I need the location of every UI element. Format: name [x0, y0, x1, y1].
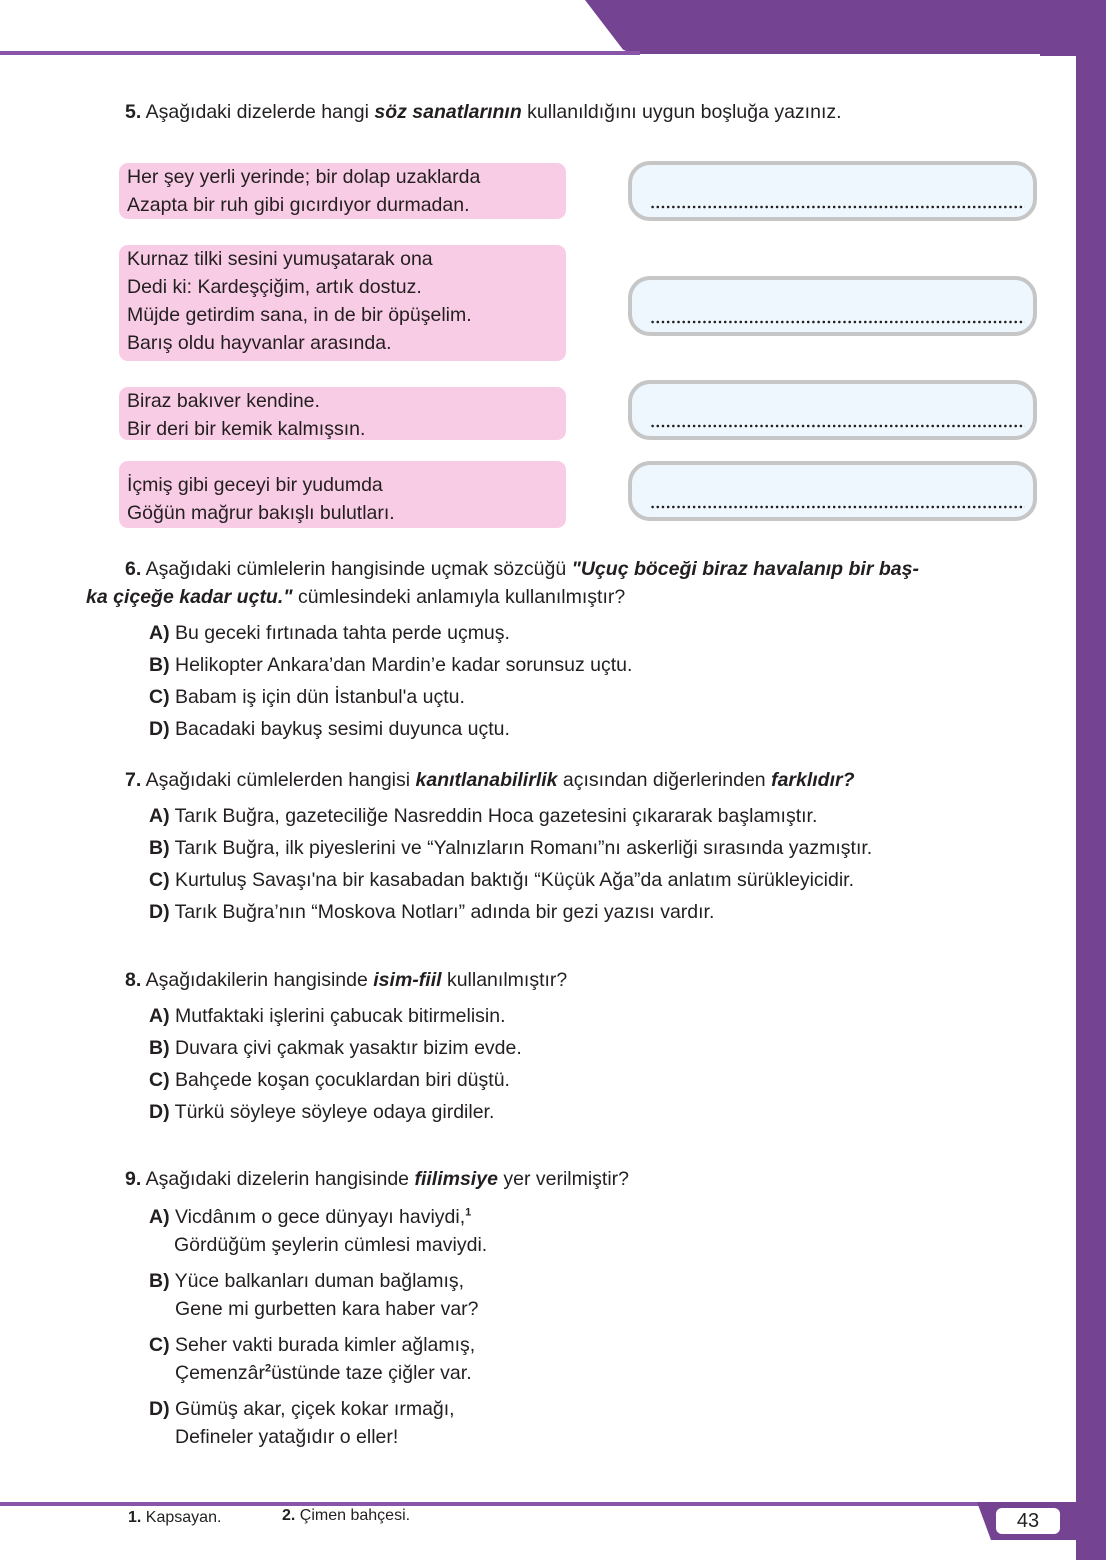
verse-box-4: İçmiş gibi geceyi bir yudumda Göğün mağrur bakışlı bulutları.: [119, 461, 566, 528]
q7-option-a[interactable]: A) Tarık Buğra, gazeteciliğe Nasreddin Hoca gazetesini çıkararak başlamıştır.: [149, 805, 818, 827]
answer-field-2[interactable]: [628, 276, 1037, 336]
footnote-ref-1: 1: [465, 1206, 472, 1219]
dotted-line: [650, 205, 1025, 209]
question-9: 9. Aşağıdaki dizelerin hangisinde fiilimsiye yer verilmiştir?: [125, 1168, 630, 1190]
side-bar: [1076, 0, 1106, 1560]
header-rule: [0, 51, 640, 55]
dotted-line: [650, 505, 1025, 509]
footer-rule: [0, 1502, 990, 1506]
question-7: 7. Aşağıdaki cümlelerden hangisi kanıtlanabilirlik açısından diğerlerinden farklıdır?: [125, 769, 855, 791]
question-6: 6. Aşağıdaki cümlelerin hangisinde uçmak sözcüğü "Uçuç böceği biraz havalanıp bir baş- ka çiçeğe kadar uçtu." cümlesindeki anlamıyla kullanılmıştır?: [86, 558, 919, 608]
q6-option-a[interactable]: A) Bu geceki fırtınada tahta perde uçmuş.: [149, 622, 510, 644]
footnote-2: 2. Çimen bahçesi.: [282, 1507, 411, 1524]
q9-option-b[interactable]: B) Yüce balkanları duman bağlamış, Gene mi gurbetten kara haber var?: [149, 1270, 479, 1320]
q8-option-a[interactable]: A) Mutfaktaki işlerini çabucak bitirmelisin.: [149, 1005, 506, 1027]
q9-option-c[interactable]: C) Seher vakti burada kimler ağlamış, Çemenzâr$^2$üstünde taze çiğler var.: [149, 1334, 476, 1384]
q8-option-c[interactable]: C) Bahçede koşan çocuklardan biri düştü.: [149, 1069, 510, 1091]
q8-option-b[interactable]: B) Duvara çivi çakmak yasaktır bizim evde.: [149, 1037, 522, 1059]
q7-option-c[interactable]: C) Kurtuluş Savaşı'na bir kasabadan baktığı “Küçük Ağa”da anlatım sürükleyicidir.: [149, 869, 855, 891]
question-8: 8. Aşağıdakilerin hangisinde isim-fiil kullanılmıştır?: [125, 969, 568, 991]
q9-option-d[interactable]: D) Gümüş akar, çiçek kokar ırmağı, Defineler yatağıdır o eller!: [149, 1398, 455, 1448]
answer-field-1[interactable]: [628, 161, 1037, 221]
q9-option-a[interactable]: A) Vicdânım o gece dünyayı haviydi,$^1$ Gördüğüm şeylerin cümlesi maviydi.: [149, 1206, 488, 1256]
dotted-line: [650, 424, 1025, 428]
q6-option-d[interactable]: D) Bacadaki baykuş sesimi duyunca uçtu.: [149, 718, 510, 740]
footnote-1: 1. Kapsayan.: [128, 1509, 222, 1526]
page-number: 43: [996, 1508, 1060, 1534]
header-tab: [585, 0, 1106, 54]
dotted-line: [650, 320, 1025, 324]
verse-box-1: Her şey yerli yerinde; bir dolap uzaklarda Azapta bir ruh gibi gıcırdıyor durmadan.: [119, 163, 566, 219]
verse-box-3: Biraz bakıver kendine. Bir deri bir kemik kalmışsın.: [119, 387, 566, 440]
answer-field-4[interactable]: [628, 461, 1037, 521]
side-bar-top: [1040, 0, 1106, 56]
footnote-ref-2: 2: [264, 1362, 272, 1375]
q8-option-d[interactable]: D) Türkü söyleye söyleye odaya girdiler.: [149, 1101, 495, 1123]
q6-option-b[interactable]: B) Helikopter Ankara’dan Mardin’e kadar sorunsuz uçtu.: [149, 654, 633, 676]
q6-option-c[interactable]: C) Babam iş için dün İstanbul'a uçtu.: [149, 686, 465, 708]
verse-box-2: Kurnaz tilki sesini yumuşatarak ona Dedi ki: Kardeşçiğim, artık dostuz. Müjde getirdim sana, in de bir öpüşelim. Barış oldu hayvanlar arasında.: [119, 245, 566, 361]
q7-option-d[interactable]: D) Tarık Buğra’nın “Moskova Notları” adında bir gezi yazısı vardır.: [149, 901, 715, 923]
q7-option-b[interactable]: B) Tarık Buğra, ilk piyeslerini ve “Yalnızların Romanı”nı askerliği sırasında yazmıştır.: [149, 837, 873, 859]
answer-field-3[interactable]: [628, 380, 1037, 440]
question-5: 5. Aşağıdaki dizelerde hangi söz sanatlarının kullanıldığını uygun boşluğa yazınız.: [125, 101, 842, 123]
